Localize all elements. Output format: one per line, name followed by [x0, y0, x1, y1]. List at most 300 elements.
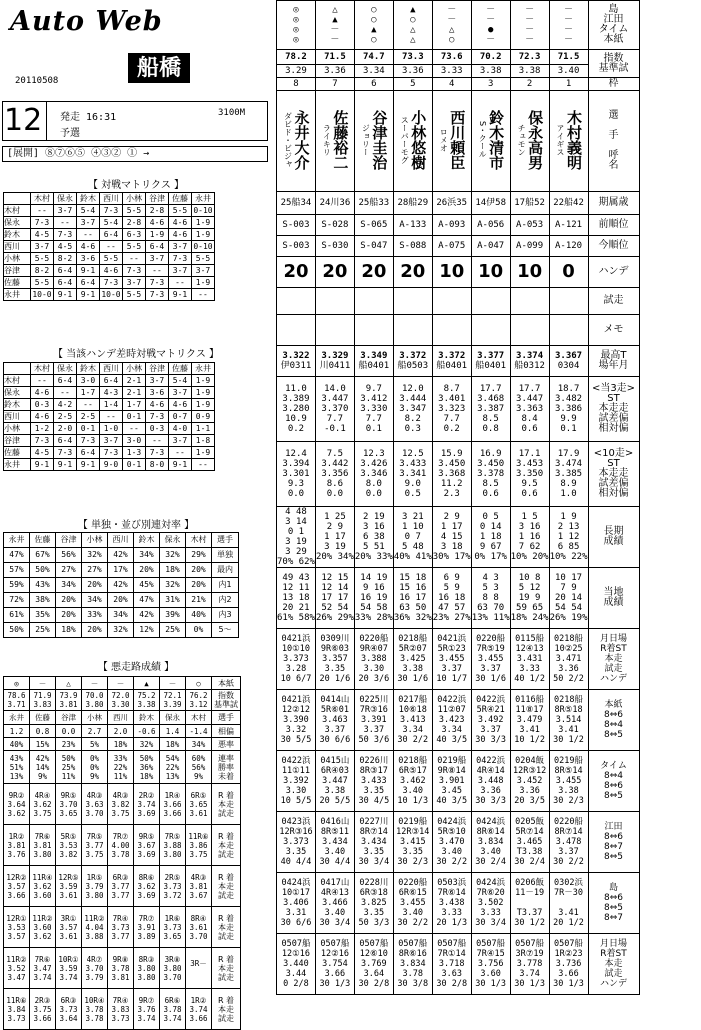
recent-row — [277, 873, 640, 934]
mark-cell: 本紙 — [212, 677, 241, 690]
bad-cell: 11R② 3.60 3.62 — [30, 907, 56, 948]
recent-cell: 0220船 9R④07 3.388 3.30 20 3/6 — [354, 629, 393, 690]
bad-cell: 2.0 — [108, 725, 134, 738]
recent-cell: 0422浜 11①11 3.392 3.30 10 5/5 — [277, 751, 316, 812]
s10-cell: 15.9 3.450 3.368 11.2 2.3 — [432, 442, 471, 507]
grid-row-shiso — [277, 288, 640, 315]
rate-cell: 40% — [186, 608, 212, 623]
bad-index-row — [4, 690, 241, 711]
grid-row-long — [277, 507, 640, 568]
best-date: 船0503 — [397, 361, 429, 371]
recent-cell: 0507船 12⑥10 3.769 3.64 30 2/8 — [354, 934, 393, 995]
matrix-cell: 1-8 — [192, 435, 215, 447]
rate-cell: 27% — [82, 563, 108, 578]
matrix-cell: 7-3 — [100, 277, 123, 289]
matrix-cell: 5-5 — [123, 241, 146, 253]
matrix-cell: 5-4 — [77, 205, 100, 217]
bad-cell: 40% — [4, 738, 30, 751]
bad-row — [4, 866, 241, 907]
grid-row-cur — [277, 236, 640, 257]
recent-cell: 0219船 12R③14 3.415 3.35 30 2/3 — [393, 812, 432, 873]
matrix-cell: 3-7 — [31, 241, 54, 253]
row-header: 保永 — [4, 387, 31, 399]
rates-table — [3, 532, 239, 638]
column-header: 選手 — [212, 711, 241, 725]
matrix-cell: 0-3 — [31, 399, 54, 411]
column-header: 西川 — [108, 711, 134, 725]
base-cell: 3.29 — [277, 65, 316, 78]
bad-cell: 1R⑤ 3.79 3.80 — [82, 866, 108, 907]
rate-cell: 45% — [134, 578, 160, 593]
idx-cell: 71.5 — [315, 50, 354, 65]
best-time-cell — [315, 346, 354, 377]
rate-cell: 57% — [4, 563, 30, 578]
grid-row-waku — [277, 78, 640, 91]
long-cell: 4 48 3 14 0 1 3 19 3 29 70% 62% — [277, 507, 315, 567]
cur-cell: S-088 — [393, 236, 432, 257]
recent-cell: 0204飯 12R③12 3.452 3.36 20 3/5 — [510, 751, 549, 812]
row-label: 長期 成績 — [588, 507, 639, 568]
bad-cell: 6R③ 3.73 3.64 — [56, 989, 82, 1030]
matrix-cell: 4-6 — [100, 265, 123, 277]
matrix-cell: -- — [77, 229, 100, 241]
best-date: 船0401 — [358, 361, 390, 371]
memo-cell — [549, 315, 588, 346]
recent-cell: 0415山 6R④03 3.447 3.38 20 5/5 — [315, 751, 354, 812]
row-label: 枠 — [588, 78, 639, 91]
racer-name: 永井大介 — [292, 109, 311, 170]
shiso-cell — [471, 288, 510, 315]
long-cell: 1 9 2 13 1 12 6 85 10% 22% — [549, 507, 588, 568]
hande-cell: 10 — [471, 257, 510, 288]
column-header: 西川 — [100, 363, 123, 375]
column-header: 佐藤 — [30, 711, 56, 725]
waku-cell: 4 — [432, 78, 471, 91]
rate-cell: 31% — [160, 593, 186, 608]
best-date: 川0411 — [319, 361, 351, 371]
bad-cell: 9R⑦ 3.76 3.74 — [134, 989, 160, 1030]
bad-cell: R 着 本走 試走 — [212, 948, 241, 989]
s3-cell: 17.7 3.468 3.387 8.5 0.8 — [471, 377, 510, 442]
cur-cell: A-075 — [432, 236, 471, 257]
column-header: 保永 — [160, 711, 186, 725]
shiso-cell — [432, 288, 471, 315]
entry-name-cell — [471, 91, 510, 192]
idx-cell: 78.2 — [277, 50, 316, 65]
matrix-cell: 1-9 — [192, 399, 215, 411]
recent-cell: 0226川 8R③17 3.433 3.35 30 4/5 — [354, 751, 393, 812]
recent-cell: 0507船 1R②23 3.736 3.66 30 1/3 — [549, 934, 588, 995]
bad-header-row — [4, 711, 241, 725]
matrix-cell: 3-7 — [100, 435, 123, 447]
hande-cell: 20 — [354, 257, 393, 288]
entry-name-cell — [510, 91, 549, 192]
s3-cell: 8.7 3.401 3.323 7.7 0.2 — [432, 377, 471, 442]
marks-cell: － － － － — [549, 1, 588, 50]
matrix-cell: 3-6 — [146, 387, 169, 399]
matrix-cell: -- — [192, 459, 215, 471]
shiso-cell — [277, 288, 316, 315]
base-cell: 3.38 — [471, 65, 510, 78]
column-header: 佐藤 — [30, 533, 56, 548]
local-cell: 6 9 5 9 16 18 47 57 23% 27% — [432, 568, 471, 629]
rates-row — [4, 548, 239, 563]
column-header: 鈴木 — [77, 193, 100, 205]
s10-cell: 17.9 3.474 3.385 8.9 1.0 — [549, 442, 588, 507]
matrix-row — [4, 435, 215, 447]
matrix-cell: 3-7 — [54, 205, 77, 217]
matrix-cell: 3-0 — [123, 435, 146, 447]
s3-cell: 9.7 3.412 3.330 7.7 0.1 — [354, 377, 393, 442]
recent-cell: 0422浜 5R④21 3.492 3.37 30 3/3 — [471, 690, 510, 751]
rank-cell: 14伊58 — [471, 192, 510, 215]
matrix-cell: 5-5 — [169, 205, 192, 217]
best-time-cell — [393, 346, 432, 377]
matrix-cell: 9-1 — [54, 459, 77, 471]
recent-cell: 0225川 7R③16 3.391 3.37 50 3/6 — [354, 690, 393, 751]
recent-cell: 0227川 8R⑦14 3.434 3.35 30 3/4 — [354, 812, 393, 873]
recent-cell: 0219船 8R⑤14 3.455 3.38 30 2/3 — [549, 751, 588, 812]
matrix-cell: 2-5 — [77, 411, 100, 423]
matrix-cell: 5-5 — [192, 253, 215, 265]
best-date: 船0401 — [436, 361, 468, 371]
best-date: 0304 — [557, 361, 580, 371]
mark-cell: ○ — [186, 677, 212, 690]
matrix-row — [4, 289, 215, 301]
rate-cell: 42% — [108, 548, 134, 563]
matrix-cell: 9-1 — [31, 459, 54, 471]
rate-cell: 42% — [134, 608, 160, 623]
shiso-cell — [510, 288, 549, 315]
row-label: 今順位 — [588, 236, 639, 257]
rate-cell: 50% — [30, 563, 56, 578]
matrix-cell: 0-10 — [193, 206, 213, 215]
rank-cell: 26浜35 — [432, 192, 471, 215]
matrix-cell: 6-3 — [123, 229, 146, 241]
bad-cell: R 着 本走 試走 — [212, 866, 241, 907]
idx-cell: 70.2 — [471, 50, 510, 65]
recent-cell: 0507船 3R⑦19 3.778 3.74 30 1/3 — [510, 934, 549, 995]
matrix-cell: 4-2 — [54, 399, 77, 411]
matrix-cell: 7-3 — [169, 253, 192, 265]
column-header: 小林 — [82, 711, 108, 725]
column-header: 永井 — [4, 711, 30, 725]
marks-cell: － － △ ○ — [432, 1, 471, 50]
matrix-cell: 9-1 — [77, 459, 100, 471]
row-label: 江田 8⇔6 8⇔7 8⇔5 — [588, 812, 639, 873]
matrix-cell: -- — [123, 423, 146, 435]
rate-cell: 18% — [56, 623, 82, 638]
bad-cell: 4R③ 3.82 3.75 — [108, 784, 134, 825]
mark-cell: ◎ — [4, 677, 30, 690]
matrix-cell: 7-3 — [77, 435, 100, 447]
bad-cell: 11R② 4.04 3.88 — [82, 907, 108, 948]
matrix-cell: 5-5 — [123, 205, 146, 217]
matrix-cell: 2-1 — [123, 375, 146, 387]
rate-cell: 20% — [134, 563, 160, 578]
best-time-cell — [510, 346, 549, 377]
prev-cell: A-121 — [549, 215, 588, 236]
bad-cell: 1R⑥ 3.73 3.65 — [160, 907, 186, 948]
hande-cell: 0 — [549, 257, 588, 288]
column-header: 小林 — [123, 363, 146, 375]
matrix-cell: 6-4 — [54, 277, 77, 289]
matrix-cell: 6-4 — [100, 229, 123, 241]
bad-marks-row — [4, 677, 241, 690]
matrix-cell: -- — [100, 411, 123, 423]
race-number: 12 — [4, 103, 43, 138]
matrix-row — [4, 241, 215, 253]
recent-cell: 0309川 9R⑥03 3.357 3.35 20 1/6 — [315, 629, 354, 690]
marks-cell: － － ● － — [471, 1, 510, 50]
matrix-cell: 3-7 — [169, 265, 192, 277]
rate-cell: 20% — [82, 623, 108, 638]
matrix-cell: 4-6 — [146, 399, 169, 411]
s3-cell: 11.0 3.389 3.280 10.9 0.2 — [277, 377, 316, 442]
row-header: 谷津 — [4, 435, 31, 447]
grid-row-hande — [277, 257, 640, 288]
bad-cell: 7R⑥ 3.47 3.74 — [30, 948, 56, 989]
recent-cell: 0228川 6R③18 3.825 3.35 50 3/3 — [354, 873, 393, 934]
column-header: 谷津 — [56, 711, 82, 725]
matrix-cell: 2-0 — [54, 423, 77, 435]
bad-cell: 11R⑥ 3.84 3.73 — [4, 989, 30, 1030]
row-header: 永井 — [4, 459, 31, 471]
bad-cell: 1.4 — [160, 725, 186, 738]
bad-cell: 8R④ 3.61 3.70 — [186, 907, 212, 948]
row-label: <当3走> ST 本走走 試差偏 相対偏 — [588, 377, 639, 442]
bad-cell: 42% 14% 9% — [30, 751, 56, 784]
rates-row — [4, 578, 239, 593]
row-label: 前順位 — [588, 215, 639, 236]
bad-cell: 11R② 3.52 3.47 — [4, 948, 30, 989]
bad-cell: R 着 本走 試走 — [212, 825, 241, 866]
bad-row — [4, 725, 241, 738]
matrix-cell: 6-4 — [54, 265, 77, 277]
bad-cell: 7R⑦ 4.00 3.78 — [108, 825, 134, 866]
hande-cell: 10 — [432, 257, 471, 288]
bad-cell: 1R④ 3.66 3.66 — [160, 784, 186, 825]
mark-cell: － — [82, 677, 108, 690]
rate-cell: 32% — [108, 623, 134, 638]
bad-cell: 3R－ — [186, 948, 212, 989]
matrix-cell: 4-6 — [77, 241, 100, 253]
hande-cell: 20 — [315, 257, 354, 288]
matrix-cell: 4-6 — [31, 387, 54, 399]
column-header: 木村 — [31, 363, 54, 375]
matrix-cell: 3-0 — [77, 375, 100, 387]
recent-cell: 0424浜 8R⑥14 3.834 3.40 30 2/4 — [471, 812, 510, 873]
bad-cell: 0.8 — [30, 725, 56, 738]
memo-cell — [510, 315, 549, 346]
best-time: 3.349 — [360, 351, 388, 361]
rate-cell: 61% — [4, 608, 30, 623]
column-header: 保永 — [160, 533, 186, 548]
prev-cell: S-065 — [354, 215, 393, 236]
best-time: 3.322 — [282, 351, 310, 361]
recent-cell: 0217船 10⑥18 3.413 3.34 30 2/2 — [393, 690, 432, 751]
matrix-cell: 0-1 — [123, 459, 146, 471]
index-cell: 指数 基準試 — [212, 690, 241, 711]
matrix-cell: 1-0 — [100, 423, 123, 435]
entry-name-cell — [354, 91, 393, 192]
matrix-cell: -- — [146, 435, 169, 447]
shiso-cell — [393, 288, 432, 315]
best-date: 船0401 — [475, 361, 506, 371]
marks-cell: ◎ ◎ ◎ ◎ — [277, 1, 316, 50]
bad-cell: -0.6 — [134, 725, 160, 738]
bad-cell: 50% 25% 11% — [56, 751, 82, 784]
left-panel — [0, 0, 272, 1024]
machine-name: チュモン — [517, 123, 527, 156]
matrix-cell: 1-9 — [192, 375, 215, 387]
long-cell: 1 5 3 16 1 16 7 62 10% 20% — [510, 507, 549, 568]
cur-cell: A-047 — [471, 236, 510, 257]
matrix-cell: 5-4 — [169, 375, 192, 387]
index-cell: 73.9 3.81 — [56, 690, 82, 711]
idx-cell: 73.3 — [393, 50, 432, 65]
rate-cell: 35% — [30, 608, 56, 623]
column-header: 西川 — [100, 193, 123, 205]
local-cell: 12 15 12 14 17 17 52 54 26% 29% — [315, 568, 354, 629]
logo: Auto Web — [10, 6, 163, 37]
mark-cell: － — [30, 677, 56, 690]
matrix-cell: 1-9 — [146, 229, 169, 241]
matrix-cell: -- — [54, 217, 77, 229]
bad-cell: R 着 本走 試走 — [212, 907, 241, 948]
idx-cell: 73.6 — [432, 50, 471, 65]
best-time: 3.367 — [554, 351, 583, 361]
row-header: 西川 — [4, 241, 31, 253]
bad-cell: 1.2 — [4, 725, 30, 738]
grid-row-s3 — [277, 377, 640, 442]
column-header: 佐藤 — [169, 363, 192, 375]
bad-row — [4, 738, 241, 751]
bad-cell: 1R② 3.74 3.66 — [186, 989, 212, 1030]
grid-row-name — [277, 91, 640, 192]
matrix-cell: 0-3 — [146, 423, 169, 435]
machine-name: ジョリー — [361, 123, 371, 156]
matrix-cell: 10-0 — [101, 290, 121, 299]
best-time-cell — [471, 346, 510, 377]
rate-cell: 0% — [186, 623, 212, 638]
recent-cell: 0115船 12④13 3.431 3.33 40 1/2 — [510, 629, 549, 690]
matrix-cell: 5-5 — [31, 253, 54, 265]
rate-cell: 56% — [56, 548, 82, 563]
bad-cell: 12R⑤ 3.59 3.61 — [56, 866, 82, 907]
hande-match-matrix — [3, 362, 215, 471]
best-date: 船0312 — [514, 361, 545, 371]
marks-cell: △ ▲ － － — [315, 1, 354, 50]
marks-cell: ▲ ○ △ △ — [393, 1, 432, 50]
bad-cell: 7R④ 3.83 3.73 — [108, 989, 134, 1030]
matrix-cell: 3-7 — [123, 277, 146, 289]
hande-cell: 20 — [277, 257, 316, 288]
rank-cell: 24川36 — [315, 192, 354, 215]
bad-cell: 悪率 — [212, 738, 241, 751]
bad-cell: 7R⑥ 3.81 3.80 — [30, 825, 56, 866]
bad-row — [4, 948, 241, 989]
index-cell: 71.9 3.83 — [30, 690, 56, 711]
recent-cell: 0206飯 11－19 T3.37 30 1/2 — [510, 873, 549, 934]
prev-cell: A-056 — [471, 215, 510, 236]
recent-cell: 0302浜 7R－30 3.41 20 1/2 — [549, 873, 588, 934]
row-header: 谷津 — [4, 265, 31, 277]
recent-cell: 0116船 11⑧17 3.479 3.41 10 1/2 — [510, 690, 549, 751]
best-time: 3.377 — [477, 351, 505, 361]
matrix-row — [4, 277, 215, 289]
grid-row-s10 — [277, 442, 640, 507]
idx-cell: 71.5 — [549, 50, 588, 65]
bad-cell: 15% — [30, 738, 56, 751]
racer-name: 木村義明 — [565, 109, 584, 170]
recent-cell: 0220船 8R⑦14 3.478 3.37 30 2/2 — [549, 812, 588, 873]
matrix-cell: 7-3 — [54, 229, 77, 241]
recent-cell: 0416山 8R⑤11 3.434 3.40 30 4/4 — [315, 812, 354, 873]
recent-cell: 0424浜 10①17 3.406 3.31 30 6/6 — [277, 873, 316, 934]
bad-cell: 9R⑤ 3.67 3.69 — [134, 825, 160, 866]
local-cell: 49 43 12 11 13 18 20 21 61% 58% — [277, 568, 316, 629]
row-label: 期属歳 — [588, 192, 639, 215]
matrix-cell: 1-7 — [77, 387, 100, 399]
recent-cell: 0421浜 10①10 3.373 3.28 10 6/7 — [277, 629, 316, 690]
bad-cell: 8R③ 3.80 3.80 — [134, 948, 160, 989]
bad-track-table — [3, 676, 241, 1030]
row-header: 永井 — [4, 289, 31, 301]
rate-cell: 29% — [186, 548, 212, 563]
machine-name: ロメオ — [439, 127, 449, 152]
rate-cell: 17% — [108, 563, 134, 578]
bad-cell: 6R⑥ 3.78 3.74 — [160, 989, 186, 1030]
matrix-cell: 2-8 — [146, 205, 169, 217]
grid-row-memo — [277, 315, 640, 346]
best-time: 3.372 — [399, 351, 427, 361]
bad-row — [4, 751, 241, 784]
matrix-cell: 1-9 — [192, 277, 215, 289]
row-label: 本紙 8⇔6 8⇔4 8⇔5 — [588, 690, 639, 751]
matrix-cell: 3-7 — [192, 265, 215, 277]
divider — [46, 101, 47, 141]
s10-cell: 17.1 3.453 3.350 9.5 0.6 — [510, 442, 549, 507]
recent-row — [277, 812, 640, 873]
matrix-cell: 7-3 — [31, 435, 54, 447]
bad-cell: 4R⑦ 3.70 3.79 — [82, 948, 108, 989]
prev-cell: A-053 — [510, 215, 549, 236]
bad-cell: R 着 本走 試走 — [212, 989, 241, 1030]
bad-cell: R 着 本走 試走 — [212, 784, 241, 825]
row-header: 小林 — [4, 253, 31, 265]
rates-row — [4, 608, 239, 623]
bad-cell: 4R④ 3.62 3.75 — [30, 784, 56, 825]
bad-cell: 9R② 3.64 3.62 — [4, 784, 30, 825]
column-header: 谷津 — [56, 533, 82, 548]
memo-cell — [277, 315, 316, 346]
matrix-cell: 2-1 — [123, 387, 146, 399]
row-label: ハンデ — [588, 257, 639, 288]
row-header: 保永 — [4, 217, 31, 229]
bad-row — [4, 825, 241, 866]
rate-cell: 67% — [30, 548, 56, 563]
matrix-cell: 6-4 — [77, 277, 100, 289]
column-header: 鈴木 — [77, 363, 100, 375]
s10-cell: 16.9 3.450 3.378 8.5 0.6 — [471, 442, 510, 507]
rate-cell: 21% — [186, 593, 212, 608]
rate-cell: 25% — [30, 623, 56, 638]
waku-cell: 7 — [315, 78, 354, 91]
bad-cell: 34% — [186, 738, 212, 751]
grid-row-prev — [277, 215, 640, 236]
rate-cell: 34% — [134, 548, 160, 563]
